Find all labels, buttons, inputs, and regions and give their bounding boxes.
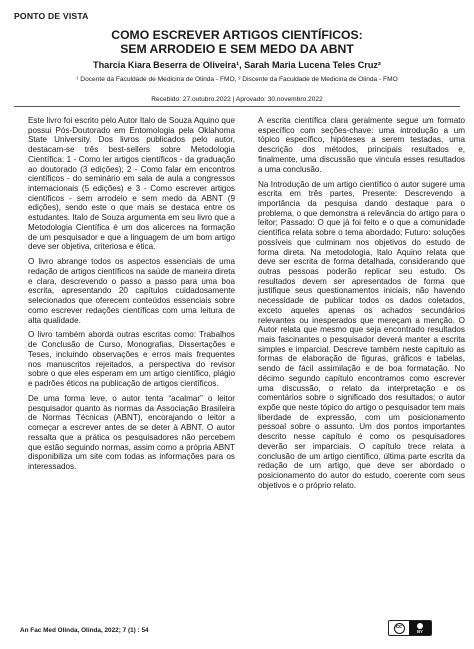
paragraph: De uma forma leve, o autor tenta “acalmar” o leitor pesquisador quanto às normas da Associação Brasileira de Normas Técnicas (ABNT), encorajando o leitor a começar a escrever antes de se deter à ABNT. O autor ressalta que a prática os pesquisadores não percebem que estão seguindo normas, assim como a própria ABNT disponibiliza um site com todas as informações para os interessados. <box>28 393 235 471</box>
left-column <box>28 116 235 477</box>
title-line-2: SEM ARRODEIO E SEM MEDO DA ABNT <box>120 42 354 56</box>
header-divider <box>14 106 460 107</box>
article-title <box>0 28 474 56</box>
cc-by-license-badge <box>388 620 432 636</box>
by-section <box>409 621 431 635</box>
paragraph: Na Introdução de um artigo científico o autor sugere uma escrita em três partes, Presente: Descrevendo a importância da pesquisa dando destaque para o problema, o que demonstra a relevância do artigo para o leitor; Passado: O que já foi feito e o que a comunidade científica relata sobre o tema abordado; Futuro: soluções possíveis que culminam nos objetivos do estudo de forma direta. Na metodologia, Italo Aquino relata que deve ser escrita de forma detalhada, considerando que outras pessoas poderão replicar seu estudo. Os resultados devem ser apresentados de forma que justifique seus questionamentos iniciais, não havendo necessidade de publicar todos os dados coletados, exceto aqueles apenas os achados secundários relevantes ou inesperados que mereçam a menção. O Autor relata que mesmo que seja encontrado resultados mais fascinantes o pesquisador deverá manter a escrita simples e imparcial. Descreve também neste capítulo as formas de elaboração de figuras, gráficos e tabelas, sendo de fácil assimilação e de boa formatação. No décimo segundo capítulo encontramos como escrever uma discussão, o relato da interpretação e os comentários sobre o significado dos resultados; o autor expõe que neste tópico do artigo o pesquisador tem mais liberdade de expressão, com um posicionamento pessoal sobre o assunto. Um dos pontos importantes descrito nesse capítulo é como os pesquisadores deverão ser imparciais. O capítulo trece relata a conclusão de um artigo científico, última parte escrita da redação de um artigo, que deve ser abordado o posicionamento do autor do estudo, coerente com seus objetivos e o próprio relato. <box>258 179 465 490</box>
paragraph: Este livro foi escrito pelo Autor Italo de Souza Aquino que possui Pós-Doutorado em Entomologia pela Oklahoma State University. Dos livros publicados pelo autor, destacam-se três best-sellers sobre Metodologia Científica: 1 - Como ler artigos científicos - da graduação ao doutorado (3 edições); 2 - Como falar em encontros científicos - do seminário em sala de aula a congressos internacionais (5 edições) e 3 - Como escrever artigos científicos - sem arrodeio e sem medo da ABNT (9 edições), sendo este o que mais se destaca entre os estudantes. Italo de Souza argumenta em seu livro que a Metodologia Científica é um dos alicerces na formação de um pesquisador e que a linguagem de um bom artigo deve ser objetiva, criteriosa e ética. <box>28 116 235 252</box>
by-label: BY <box>417 628 423 634</box>
paragraph: A escrita científica clara geralmente segue um formato específico com seções-chave: uma introdução a um tópico específico, hipóteses a serem testadas, uma descrição dos métodos, principais resultados e, finalmente, uma discussão que vincula esses resultados a uma conclusão. <box>258 116 465 174</box>
section-label: PONTO DE VISTA <box>14 11 89 21</box>
paragraph: O livro também aborda outras escritas como: Trabalhos de Conclusão de Curso, Monografias, Dissertações e Teses, incluindo observações e erros mais frequentes nos manuscritos rejeitados, a perspectiva do revisor sobre o que eles esperam em um artigo científico, plágio e padrões éticos na publicação de artigos científicos. <box>28 330 235 389</box>
paragraph: O livro abrange todos os aspectos essenciais de uma redação de artigos científicos na saúde de maneira direta e clara, descrevendo o passo a passo para uma boa escrita, apresentando 20 capítulos cuidadosamente selecionados que oferecem conteúdos essenciais sobre como escrever redações científicas com uma leitura de alta qualidade. <box>28 257 235 325</box>
authors: Tharcia Kiara Beserra de Oliveira¹, Sarah Maria Lucena Teles Cruz² <box>93 60 381 70</box>
title-line-1: COMO ESCREVER ARTIGOS CIENTÍFICOS: <box>111 28 363 42</box>
cc-symbol <box>389 621 409 635</box>
received-approved-dates: Recebido: 27.outubro.2022 | Aprovado: 30.novembro.2022 <box>151 96 323 103</box>
journal-citation: An Fac Med Olinda, Olinda, 2022; 7 (1) : 54 <box>20 627 149 634</box>
right-column <box>258 116 465 496</box>
cc-icon: cc <box>394 623 405 634</box>
affiliations: ¹ Docente da Faculdade de Medicina de Olinda - FMO, ² Discente da Faculdade de Medicina de Olinda - FMO <box>76 76 398 83</box>
